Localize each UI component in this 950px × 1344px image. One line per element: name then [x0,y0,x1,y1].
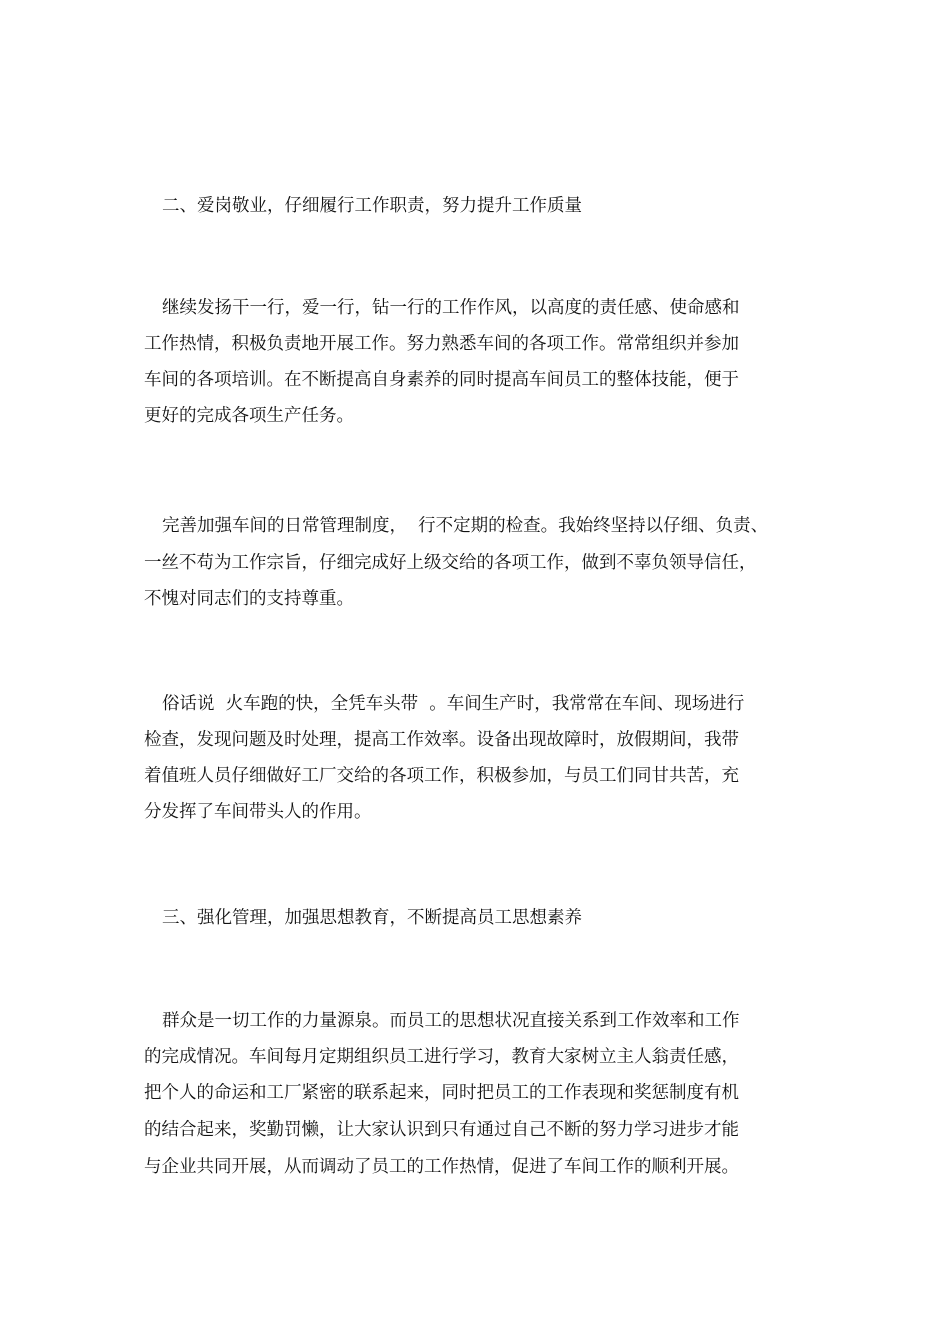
paragraph-2-line-1: 完善加强车间的日常管理制度， 行不定期的检查。我始终坚持以仔细、负责、 [162,516,769,536]
paragraph-2-line-2: 一丝不苟为工作宗旨，仔细完成好上级交给的各项工作，做到不辜负领导信任， [144,553,757,573]
paragraph-1-line-4: 更好的完成各项生产任务。 [144,406,354,426]
paragraph-1-line-3: 车间的各项培训。在不断提高自身素养的同时提高车间员工的整体技能，便于 [144,370,739,390]
paragraph-3-line-1: 俗话说 火车跑的快，全凭车头带 。车间生产时，我常常在车间、现场进行 [162,694,745,714]
paragraph-4-line-4: 的结合起来，奖勤罚懒，让大家认识到只有通过自己不断的努力学习进步才能 [144,1120,739,1140]
paragraph-3-line-4: 分发挥了车间带头人的作用。 [144,802,372,822]
section-heading-2: 二、爱岗敬业，仔细履行工作职责，努力提升工作质量 [162,196,582,216]
paragraph-4-line-3: 把个人的命运和工厂紧密的联系起来，同时把员工的工作表现和奖惩制度有机 [144,1083,739,1103]
paragraph-1-line-1: 继续发扬干一行，爱一行，钻一行的工作作风，以高度的责任感、使命感和 [162,298,740,318]
paragraph-4-line-1: 群众是一切工作的力量源泉。而员工的思想状况直接关系到工作效率和工作 [162,1011,740,1031]
paragraph-3-line-2: 检查，发现问题及时处理，提高工作效率。设备出现故障时，放假期间，我带 [144,730,739,750]
section-heading-3: 三、强化管理，加强思想教育，不断提高员工思想素养 [162,908,582,928]
paragraph-3-line-3: 着值班人员仔细做好工厂交给的各项工作，积极参加，与员工们同甘共苦，充 [144,766,739,786]
paragraph-4-line-5: 与企业共同开展，从而调动了员工的工作热情，促进了车间工作的顺利开展。 [144,1157,739,1177]
paragraph-2-line-3: 不愧对同志们的支持尊重。 [144,589,354,609]
paragraph-1-line-2: 工作热情，积极负责地开展工作。努力熟悉车间的各项工作。常常组织并参加 [144,334,739,354]
paragraph-4-line-2: 的完成情况。车间每月定期组织员工进行学习，教育大家树立主人翁责任感， [144,1047,739,1067]
